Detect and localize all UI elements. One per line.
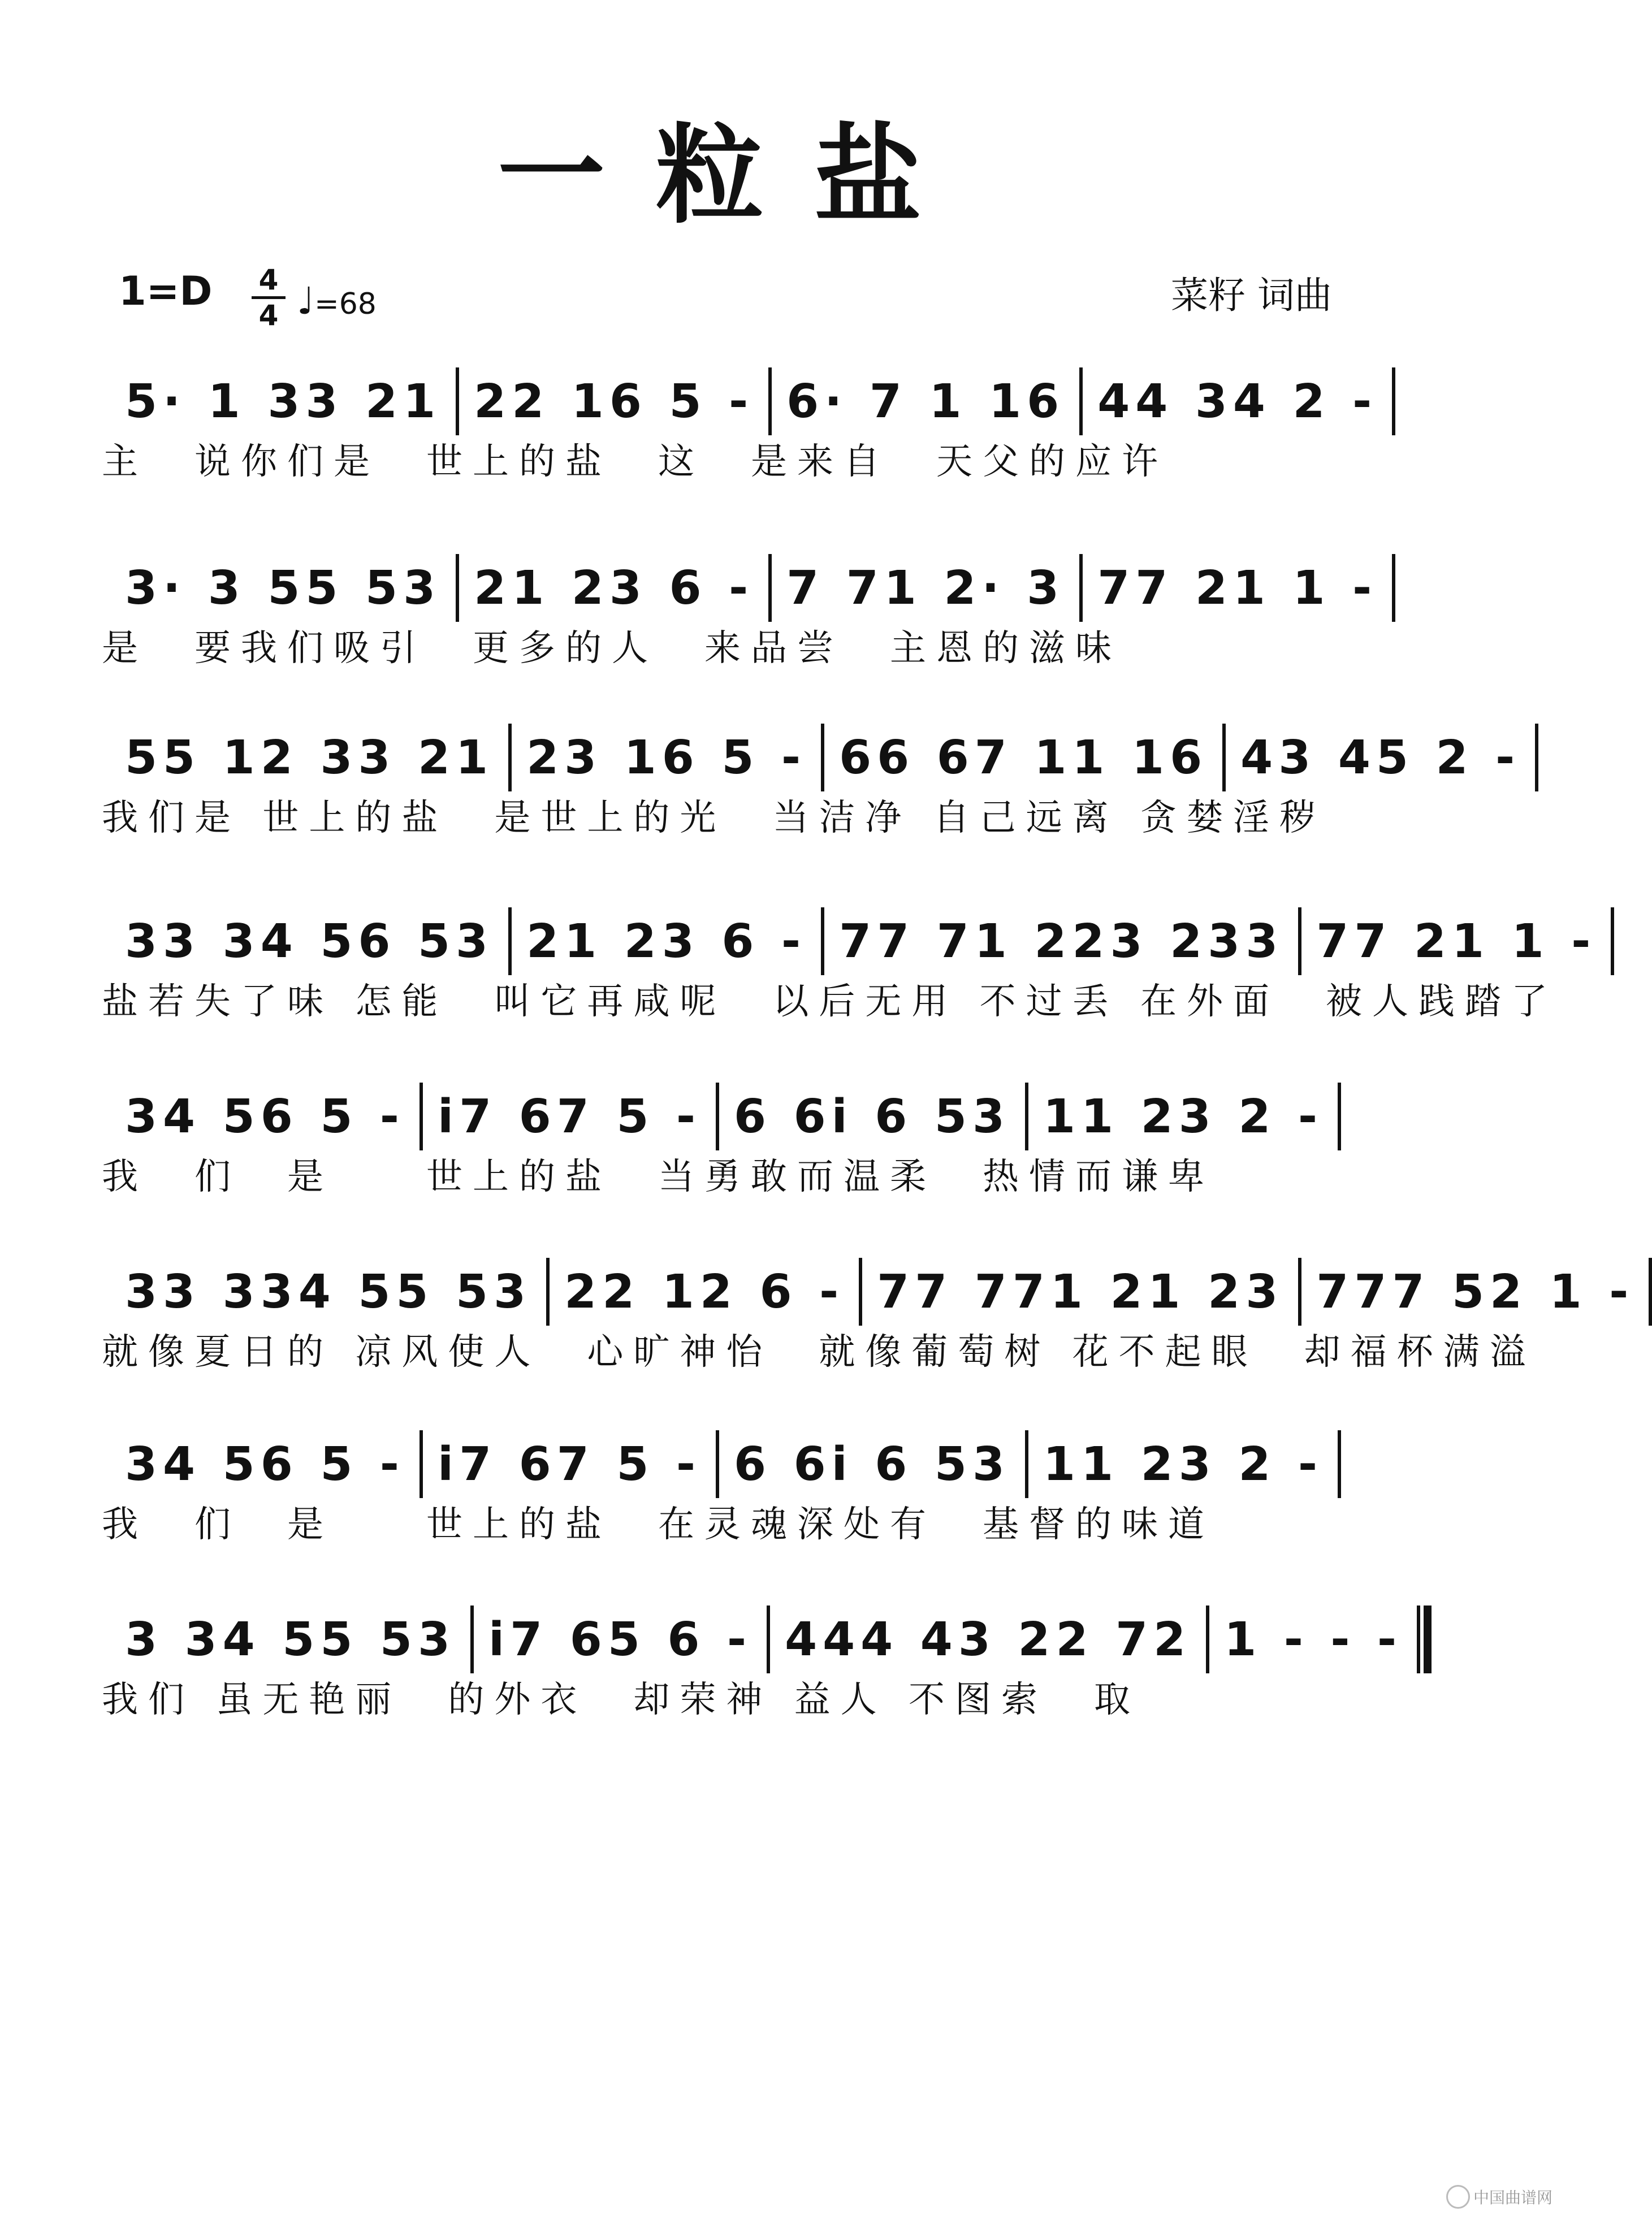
quarter-note-icon: ♩ <box>297 279 315 323</box>
watermark <box>1446 2185 1552 2209</box>
measure: 34 56 5 - <box>125 1437 405 1491</box>
measure: 7 71 2· 3 <box>786 561 1065 615</box>
final-barline <box>1417 1606 1432 1673</box>
notation-line <box>110 907 1614 975</box>
measure: 77 21 1 - <box>1097 561 1378 615</box>
barline <box>1338 1083 1341 1150</box>
barline <box>1611 907 1614 975</box>
lyrics-line: 我 们 是 世上的盐 当勇敢而温柔 热情而谦卑 <box>102 1156 1214 1198</box>
barline <box>1535 724 1538 791</box>
measure: 6· 7 1 16 <box>786 374 1065 429</box>
notation-line <box>110 724 1538 791</box>
lyrics-line: 主 说你们是 世上的盐 这 是来自 天父的应许 <box>102 441 1168 483</box>
barline <box>1392 554 1395 622</box>
tempo-value: =68 <box>314 287 377 321</box>
lyrics-line: 就像夏日的 凉风使人 心旷神怡 就像葡萄树 花不起眼 却福杯满溢 <box>102 1331 1536 1373</box>
song-title: 一粒盐 <box>497 112 972 238</box>
key-signature: 1=D <box>119 268 213 314</box>
measure: i7 67 5 - <box>437 1437 701 1491</box>
notation-line <box>110 367 1395 435</box>
measure: 11 23 2 - <box>1043 1437 1323 1491</box>
measure: 44 34 2 - <box>1097 374 1378 429</box>
measure: 11 23 2 - <box>1043 1089 1323 1144</box>
barline <box>1649 1258 1652 1326</box>
notation-line <box>110 1083 1341 1150</box>
notation-line <box>110 1606 1432 1673</box>
measure: i7 65 6 - <box>488 1612 753 1667</box>
lyrics-line: 我 们 是 世上的盐 在灵魂深处有 基督的味道 <box>102 1504 1214 1546</box>
measure: 1 - - - <box>1224 1612 1403 1667</box>
measure: 22 12 6 - <box>564 1265 845 1319</box>
site-logo-icon <box>1446 2185 1470 2209</box>
measure: 77 771 21 23 <box>877 1265 1284 1319</box>
lyrics-line: 我们 虽无艳丽 的外衣 却荣神 益人 不图索 取 <box>102 1679 1141 1721</box>
measure: 3· 3 55 53 <box>125 561 442 615</box>
measure: 444 43 22 72 <box>785 1612 1192 1667</box>
measure: 3 34 55 53 <box>125 1612 456 1667</box>
notation-line <box>110 554 1395 622</box>
lyrics-line: 我们是 世上的盐 是世上的光 当洁净 自己远离 贪婪淫秽 <box>102 797 1326 839</box>
notation-line <box>110 1430 1341 1498</box>
measure: 33 334 55 53 <box>125 1265 532 1319</box>
barline <box>1392 367 1395 435</box>
notation-line <box>110 1258 1652 1326</box>
measure: 21 23 6 - <box>474 561 754 615</box>
measure: 77 21 1 - <box>1316 914 1597 968</box>
measure: 21 23 6 - <box>526 914 807 968</box>
watermark-text: 中国曲谱网 <box>1473 2188 1552 2207</box>
measure: 6 6i 6 53 <box>733 1089 1011 1144</box>
tempo-marking <box>297 279 377 323</box>
measure: 66 67 11 16 <box>839 730 1208 785</box>
measure: i7 67 5 - <box>437 1089 701 1144</box>
measure: 34 56 5 - <box>125 1089 405 1144</box>
time-signature <box>252 263 286 332</box>
lyrics-line: 盐若失了味 怎能 叫它再咸呢 以后无用 不过丢 在外面 被人践踏了 <box>102 981 1558 1023</box>
measure: 77 71 223 233 <box>839 914 1284 968</box>
measure: 5· 1 33 21 <box>125 374 442 429</box>
measure: 55 12 33 21 <box>125 730 494 785</box>
lyrics-line: 是 要我们吸引 更多的人 来品尝 主恩的滋味 <box>102 628 1122 669</box>
time-signature-numerator: 4 <box>252 266 286 299</box>
composer-credit: 菜籽 词曲 <box>1171 274 1332 317</box>
measure: 23 16 5 - <box>526 730 807 785</box>
measure: 33 34 56 53 <box>125 914 494 968</box>
measure: 22 16 5 - <box>474 374 754 429</box>
measure: 6 6i 6 53 <box>733 1437 1011 1491</box>
barline <box>1338 1430 1341 1498</box>
measure: 43 45 2 - <box>1240 730 1521 785</box>
measure: 777 52 1 - <box>1316 1265 1634 1319</box>
time-signature-denominator: 4 <box>258 299 279 332</box>
